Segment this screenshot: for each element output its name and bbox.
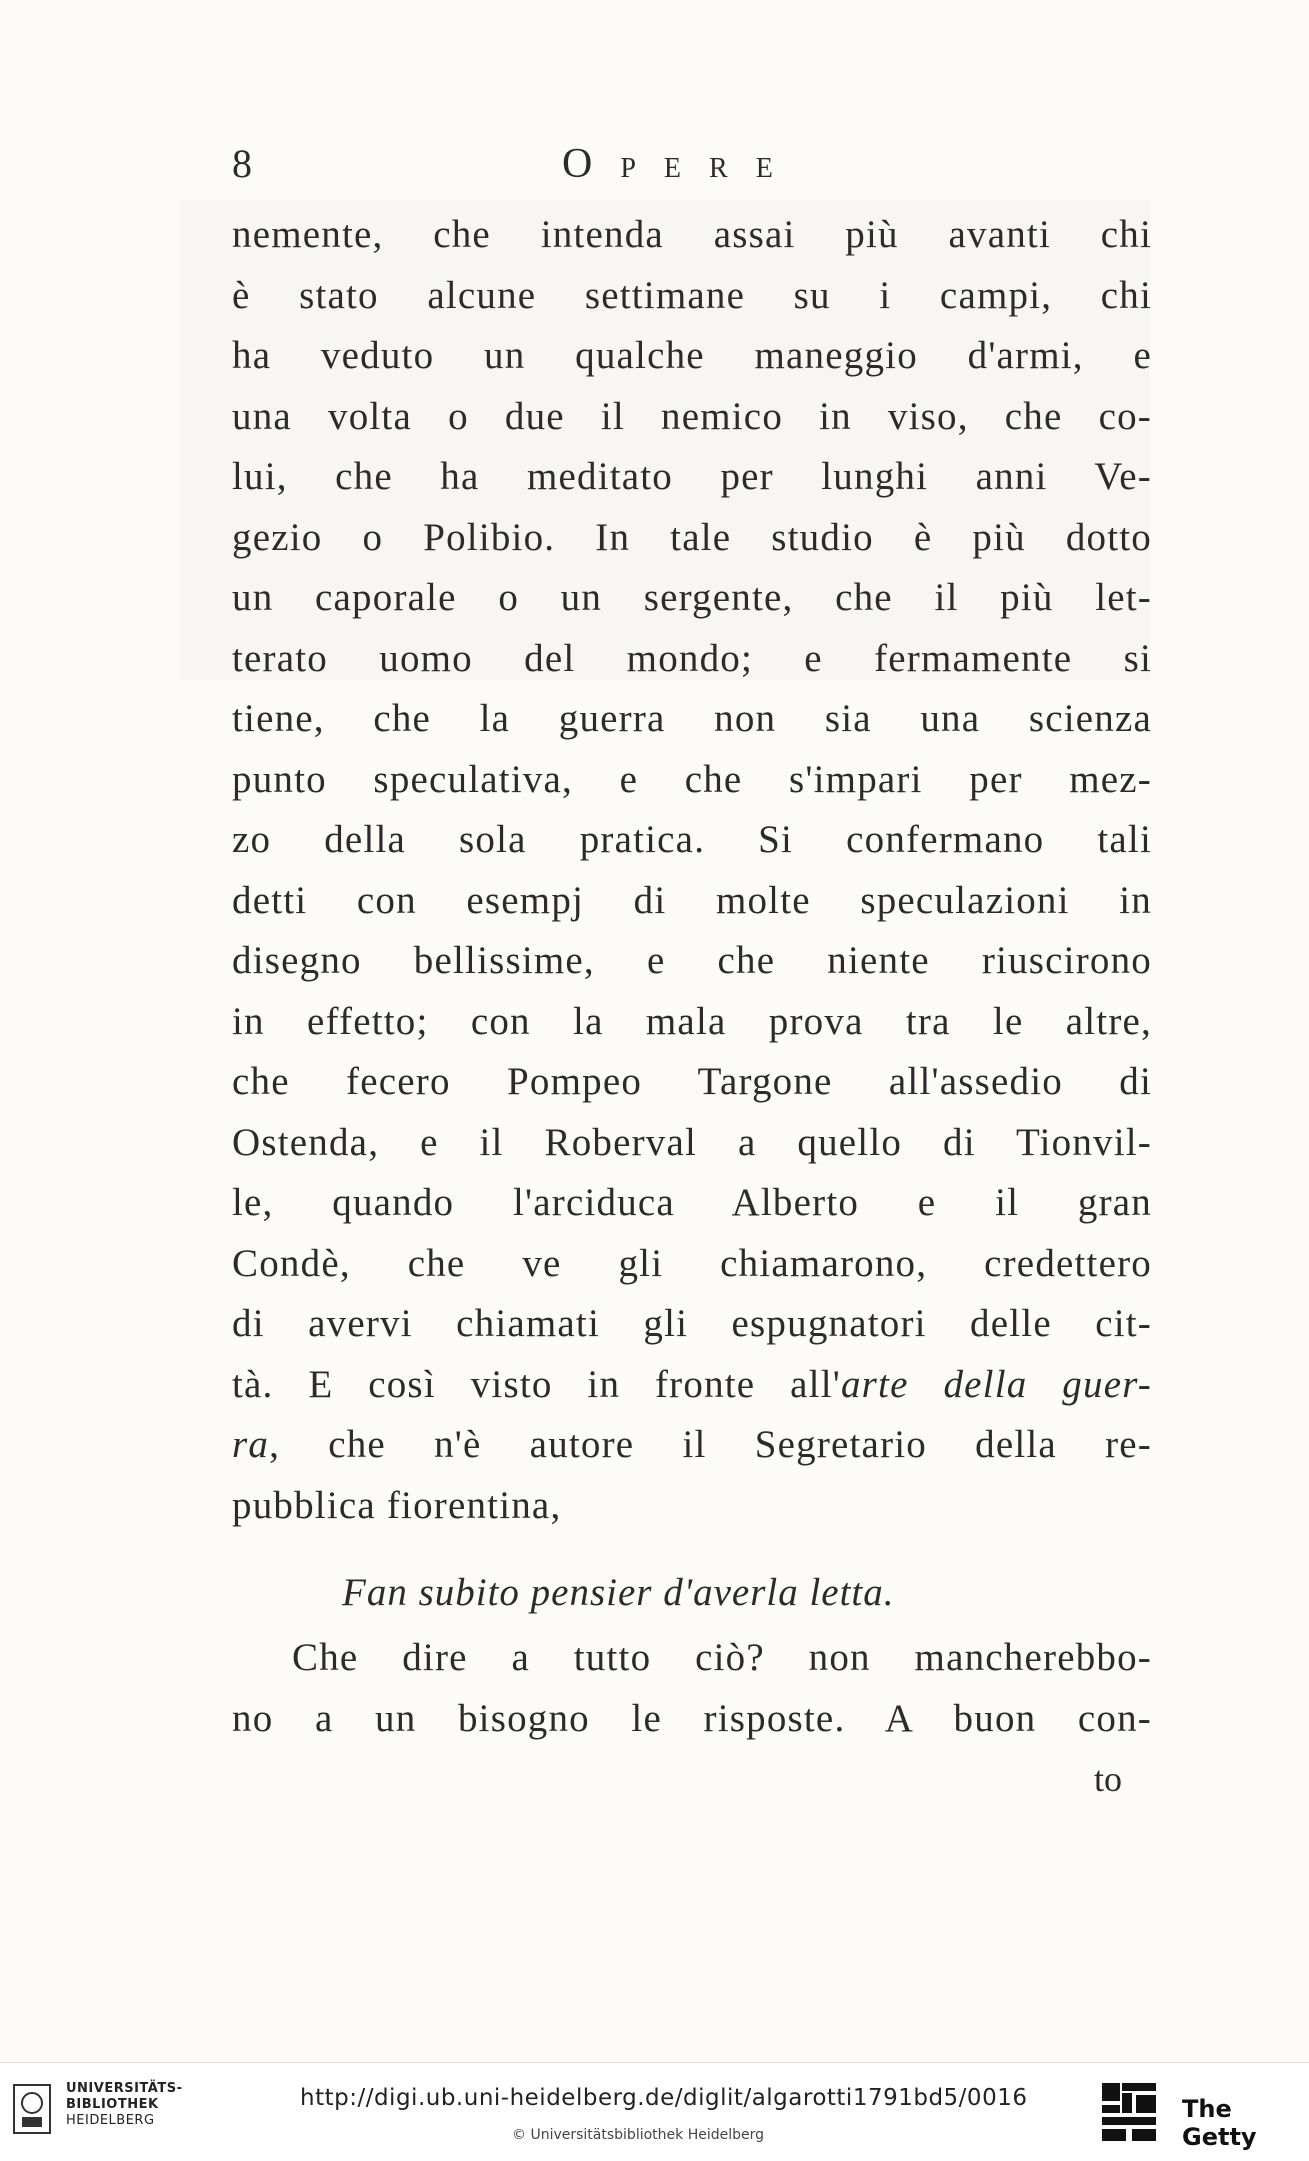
text-line: Ostenda, e il Roberval a quello di Tionvil-: [232, 1120, 1152, 1164]
permalink-url[interactable]: http://digi.ub.uni-heidelberg.de/diglit/algarotti1791bd5/0016: [300, 2085, 1028, 2111]
text-line: lui, che ha meditato per lunghi anni Ve-: [232, 455, 1152, 498]
text-line: pubblica fiorentina,: [232, 1483, 562, 1527]
partner-name: The Getty: [1182, 2095, 1257, 2151]
institution-name: [66, 2081, 182, 2129]
quoted-verse: Fan subito pensier d'averla letta.: [342, 1571, 895, 1614]
text-line: Che dire a tutto ciò? non mancherebbo-: [292, 1636, 1152, 1679]
catchword: to: [1093, 1759, 1122, 1799]
text-line: Condè, che ve gli chiamarono, credettero: [232, 1241, 1152, 1285]
text-line: le, quando l'arciduca Alberto e il gran: [232, 1181, 1152, 1224]
text-line: ha veduto un qualche maneggio d'armi, e: [232, 334, 1152, 377]
body-text: [232, 205, 1152, 1809]
text-line: che fecero Pompeo Targone all'assedio di: [232, 1060, 1152, 1103]
footer-bar: [0, 2062, 1309, 2161]
text-line: tiene, che la guerra non sia una scienza: [232, 697, 1152, 740]
text-line: punto speculativa, e che s'impari per mez-: [232, 757, 1152, 801]
page-number: 8: [232, 141, 254, 186]
institution-line: BIBLIOTHEK: [66, 2097, 159, 2112]
text-line: è stato alcune settimane su i campi, chi: [232, 273, 1152, 317]
text-segment: tà. E così visto in fronte all': [232, 1362, 841, 1406]
text-line: disegno bellissime, e che niente riuscirono: [232, 939, 1152, 982]
institution-line: HEIDELBERG: [66, 2113, 155, 2128]
text-line: di avervi chiamati gli espugnatori delle cit-: [232, 1302, 1152, 1345]
text-line: zo della sola pratica. Si confermano tali: [232, 818, 1152, 861]
text-line: detti con esempj di molte speculazioni in: [232, 878, 1152, 922]
text-line: un caporale o un sergente, che il più let-: [232, 576, 1152, 619]
text-line: gezio o Polibio. In tale studio è più dotto: [232, 515, 1152, 559]
running-head: OPERE: [562, 141, 801, 187]
text-line-italic-title: [232, 1415, 1152, 1476]
text-line: nemente, che intenda assai più avanti chi: [232, 213, 1152, 256]
text-line: una volta o due il nemico in viso, che co-: [232, 394, 1152, 438]
getty-logo-icon: [1100, 2081, 1158, 2143]
book-title-italic: arte della guer-: [840, 1362, 1152, 1406]
book-title-italic: ra: [232, 1423, 270, 1466]
page-header: [232, 140, 1152, 200]
text-line: no a un bisogno le risposte. A buon con-: [232, 1696, 1152, 1740]
text-segment: , che n'è autore il Segretario della re-: [269, 1423, 1152, 1466]
text-line-italic-title: [232, 1355, 1152, 1416]
university-seal-icon: [12, 2083, 52, 2135]
institution-line: UNIVERSITÄTS-: [66, 2081, 183, 2096]
copyright-notice: © Universitätsbibliothek Heidelberg: [512, 2127, 765, 2143]
text-line: terato uomo del mondo; e fermamente si: [232, 636, 1152, 680]
text-line: in effetto; con la mala prova tra le altre,: [232, 999, 1152, 1043]
